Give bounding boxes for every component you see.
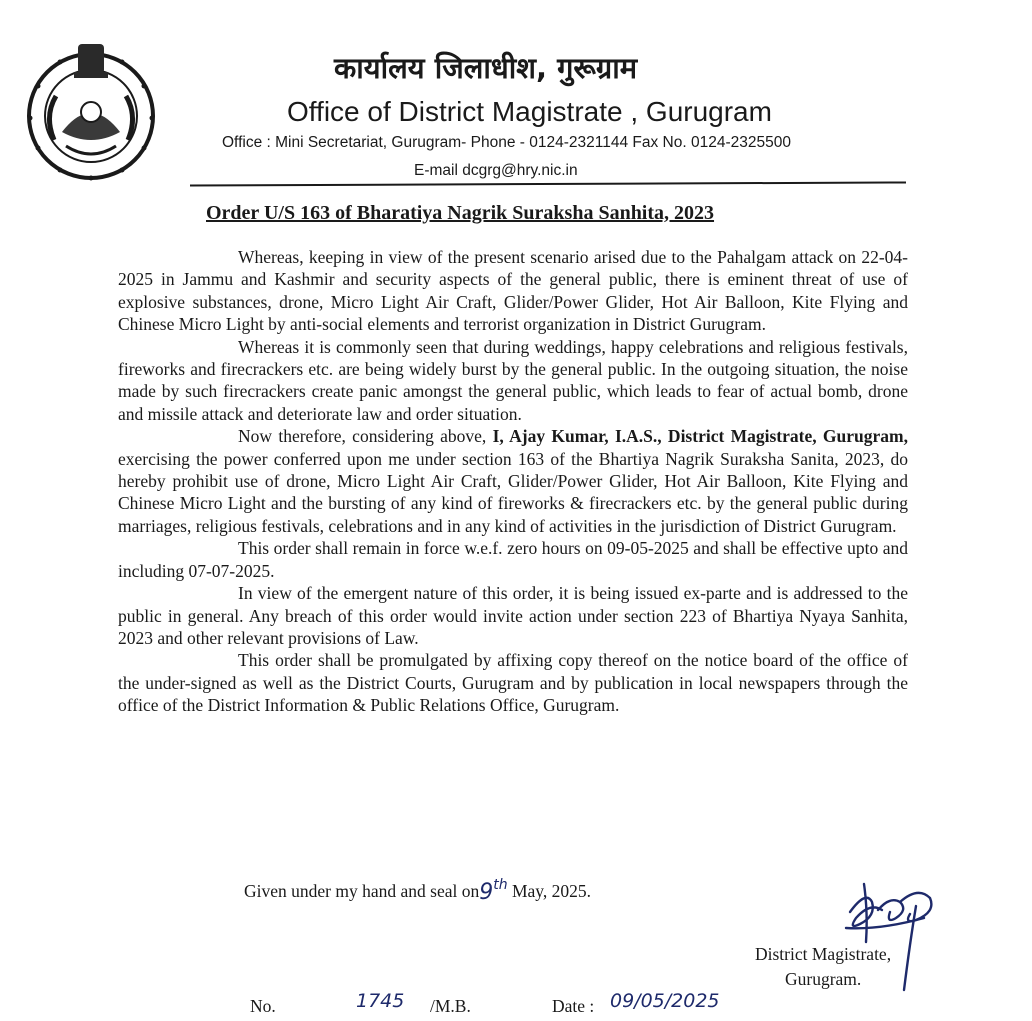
state-emblem-seal-icon (20, 40, 162, 182)
order-body (118, 246, 908, 717)
office-hindi-title: कार्यालय जिलाधीश, गुरूग्राम (334, 51, 638, 85)
paragraph-3-intro: Now therefore, considering above, (238, 426, 493, 447)
office-title: Office of District Magistrate , Gurugram (287, 96, 772, 127)
paragraph-6: This order shall be promulgated by affixing copy thereof on the notice board of the office of the under-signed as well as the District Courts, Gurugram and by publication in local newspapers through the office of the District Information & Public Relations Office, Gurugram. (118, 650, 908, 716)
order-number-handwritten: 1745 (356, 990, 405, 1012)
office-email: E-mail dcgrg@hry.nic.in (414, 162, 578, 179)
date-handwritten: 09/05/2025 (610, 990, 720, 1012)
paragraph-3 (118, 425, 908, 537)
paragraph-2: Whereas it is commonly seen that during weddings, happy celebrations and religious festivals, fireworks and firecrackers etc. are being widely burst by the general public. In the outgoing situation, the noise made by such firecrackers create panic amongst the general public, which leads to fear of actual bomb, drone and missile attack and deteriorate law and order situation. (118, 336, 908, 424)
given-suffix: May, 2025. (507, 881, 592, 901)
date-label: Date : (552, 996, 595, 1016)
given-day-handwritten: 9 (479, 880, 494, 905)
signatory-designation (755, 942, 891, 992)
paragraph-3-body: exercising the power conferred upon me under section 163 of the Bhartiya Nagrik Suraksha Sanita, 2023, do hereby prohibit use of drone, Micro Light Air Craft, Glider/Power Glider, Hot Air Balloon, Kite Flying and Chinese Micro Light and the bursting of any kind of fireworks & firecrackers etc. by the general public during marriages, religious festivals, celebrations and in any kind of activities in the jurisdiction of District Gurugram. (118, 448, 908, 536)
given-day-suffix: th (493, 877, 508, 893)
paragraph-4: This order shall remain in force w.e.f. zero hours on 09-05-2025 and shall be effective upto and including 07-07-2025. (118, 538, 908, 581)
header-divider (190, 181, 906, 186)
given-prefix: Given under my hand and seal on (244, 881, 480, 901)
designation-place: Gurugram. (785, 969, 862, 989)
given-under-seal (244, 877, 591, 905)
paragraph-5: In view of the emergent nature of this order, it is being issued ex-parte and is addressed to the public in general. Any breach of this order would invite action under section 223 of Bhartiya Nyaya Sanhita, 2023 and other relevant provisions of Law. (118, 583, 908, 648)
order-number-label: No. (250, 996, 276, 1016)
mb-label: /M.B. (430, 996, 471, 1016)
office-address: Office : Mini Secretariat, Gurugram- Phone - 0124-2321144 Fax No. 0124-2325500 (222, 134, 791, 151)
designation-title: District Magistrate, (755, 944, 892, 964)
paragraph-1: Whereas, keeping in view of the present scenario arised due to the Pahalgam attack on 22-04-2025 in Jammu and Kashmir and security aspects of the general public, there is eminent threat of use of explosive substances, drone, Micro Light Air Craft, Glider/Power Glider, Hot Air Balloon, Kite Flying and Chinese Micro Light by anti-social elements and terrorist organization in District Gurugram. (118, 247, 908, 335)
order-title: Order U/S 163 of Bharatiya Nagrik Suraksha Sanhita, 2023 (206, 202, 715, 224)
authority-name: I, Ajay Kumar, I.A.S., District Magistrate, Gurugram, (492, 426, 908, 447)
